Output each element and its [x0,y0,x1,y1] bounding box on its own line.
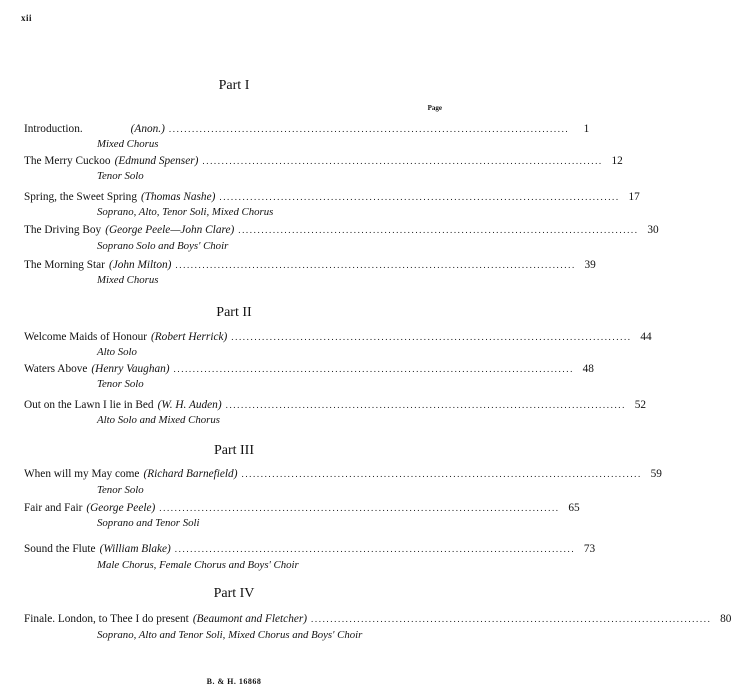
part-4-heading: Part IV [213,586,255,601]
toc-entry[interactable] [24,257,596,273]
entry-author: (W. H. Auden) [157,399,222,411]
publisher-plate-number: B. & H. 16868 [206,677,262,686]
entry-page-number: 30 [647,224,659,236]
entry-page-number: 73 [583,543,596,555]
dot-leader: ........................................................................................................ [174,544,576,554]
dot-leader: ........................................................................................................ [219,192,620,202]
entry-page-number: 59 [650,468,662,480]
entry-author: (Edmund Spenser) [114,155,199,167]
entry-author: (George Peele—John Clare) [105,224,235,236]
entry-title: Finale. London, to Thee I do present [24,613,189,625]
entry-title: The Merry Cuckoo [24,155,111,167]
entry-title: Waters Above [24,363,88,375]
dot-leader: ........................................................................................................ [168,124,570,134]
toc-entry[interactable] [24,153,623,169]
entry-voicing: Soprano, Alto, Tenor Soli, Mixed Chorus [97,206,274,218]
entry-voicing: Tenor Solo [97,484,144,496]
entry-page-number: 52 [634,399,646,411]
toc-entry[interactable] [24,121,590,137]
toc-entry[interactable] [24,222,659,238]
entry-voicing: Alto Solo and Mixed Chorus [97,414,220,426]
entry-voicing: Tenor Solo [97,378,144,390]
dot-leader: ........................................................................................................ [225,400,626,410]
dot-leader: ........................................................................................................ [241,469,642,479]
dot-leader: ........................................................................................................ [159,503,560,513]
entry-author: (George Peele) [86,502,156,514]
dot-leader: ........................................................................................................ [175,260,576,270]
toc-entry[interactable] [24,397,646,413]
dot-leader: ........................................................................................................ [311,614,712,624]
entry-title: Spring, the Sweet Spring [24,191,137,203]
entry-page-number: 1 [583,123,590,135]
entry-voicing: Mixed Chorus [97,138,159,150]
toc-entry[interactable] [24,541,596,557]
entry-title: Sound the Flute [24,543,96,555]
toc-entry[interactable] [24,189,640,205]
entry-title: When will my May come [24,468,140,480]
toc-entry[interactable] [24,500,580,516]
entry-voicing: Alto Solo [97,346,137,358]
entry-title: Welcome Maids of Honour [24,331,148,343]
entry-page-number: 44 [640,331,652,343]
entry-author: (Thomas Nashe) [140,191,216,203]
entry-author: (William Blake) [99,543,171,555]
entry-author: (Beaumont and Fletcher) [192,613,308,625]
part-1-heading: Part I [218,78,250,93]
toc-entry[interactable] [24,361,594,377]
entry-author: (Robert Herrick) [151,331,228,343]
dot-leader: ........................................................................................................ [173,364,574,374]
dot-leader: ........................................................................................................ [238,225,639,235]
entry-voicing: Soprano, Alto and Tenor Soli, Mixed Chorus and Boys' Choir [97,629,363,641]
entry-page-number: 48 [582,363,594,375]
entry-title: The Morning Star [24,259,105,271]
entry-title: Introduction. [24,123,83,135]
entry-page-number: 17 [628,191,640,203]
entry-author: (Anon.) [130,123,165,135]
toc-entry[interactable] [24,466,662,482]
entry-page-number: 12 [611,155,623,167]
entry-voicing: Soprano and Tenor Soli [97,517,200,529]
entry-voicing: Male Chorus, Female Chorus and Boys' Choir [97,559,299,571]
toc-entry[interactable] [24,611,731,627]
entry-title: The Driving Boy [24,224,102,236]
entry-voicing: Soprano Solo and Boys' Choir [97,240,229,252]
dot-leader: ........................................................................................................ [202,156,603,166]
entry-page-number: 80 [720,613,731,625]
part-2-heading: Part II [216,305,252,320]
entry-voicing: Tenor Solo [97,170,144,182]
page-column-label: Page [427,104,442,112]
entry-page-number: 39 [584,259,596,271]
entry-author: (John Milton) [108,259,172,271]
toc-entry[interactable] [24,329,652,345]
dot-leader: ........................................................................................................ [231,332,632,342]
entry-author: (Richard Barnefield) [143,468,238,480]
entry-title: Out on the Lawn I lie in Bed [24,399,154,411]
folio-number: xii [21,13,33,23]
entry-author: (Henry Vaughan) [91,363,170,375]
entry-title: Fair and Fair [24,502,83,514]
part-3-heading: Part III [213,443,255,458]
entry-voicing: Mixed Chorus [97,274,159,286]
entry-page-number: 65 [568,502,580,514]
